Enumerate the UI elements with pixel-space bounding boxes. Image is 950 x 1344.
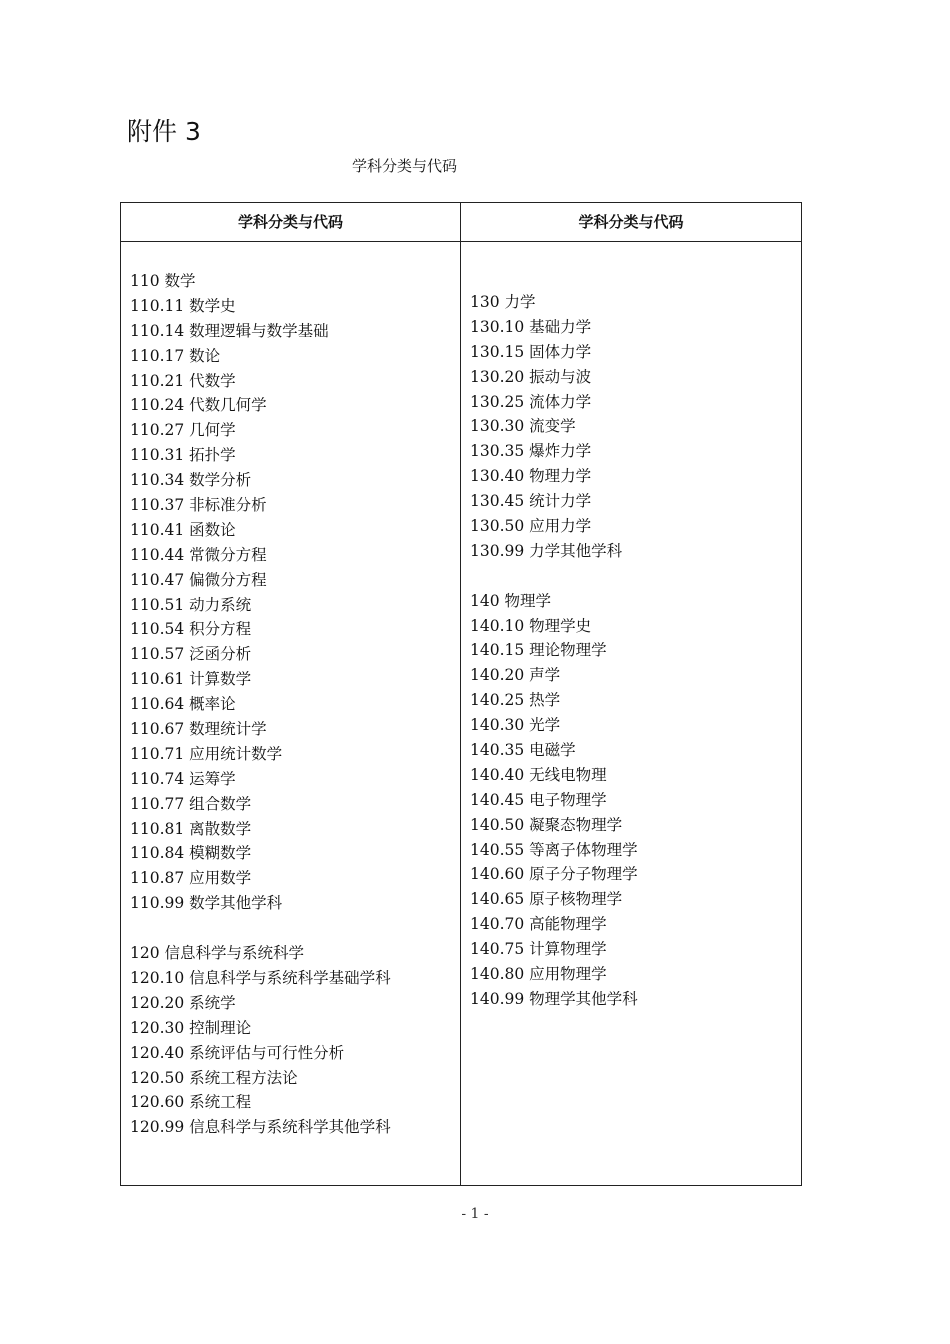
discipline-entry: 110.11 数学史 xyxy=(130,296,236,315)
discipline-entry: 110.24 代数几何学 xyxy=(130,396,267,415)
discipline-entry: 110.77 组合数学 xyxy=(130,794,252,813)
discipline-entry: 110.84 模糊数学 xyxy=(130,844,252,863)
discipline-entry: 140.70 高能物理学 xyxy=(470,915,607,934)
discipline-entry: 120.99 信息科学与系统科学其他学科 xyxy=(130,1118,391,1137)
discipline-entry: 140 物理学 xyxy=(470,591,552,610)
right-column-header: 学科分类与代码 xyxy=(578,213,684,231)
discipline-entry: 120.50 系统工程方法论 xyxy=(130,1068,298,1087)
discipline-entry: 110.67 数理统计学 xyxy=(130,720,267,739)
discipline-entry: 140.75 计算物理学 xyxy=(470,940,607,959)
discipline-entry: 140.35 电磁学 xyxy=(470,741,576,760)
discipline-entry: 140.10 物理学史 xyxy=(470,616,592,635)
discipline-entry: 110.21 代数学 xyxy=(130,371,236,390)
discipline-entry: 130.45 统计力学 xyxy=(470,492,592,511)
discipline-entry: 140.15 理论物理学 xyxy=(470,641,607,660)
discipline-entry: 110.87 应用数学 xyxy=(130,869,252,888)
page-number: - 1 - xyxy=(461,1206,489,1222)
discipline-entry: 110.51 动力系统 xyxy=(130,595,252,614)
discipline-entry: 130.30 流变学 xyxy=(470,417,576,436)
discipline-entry: 120.10 信息科学与系统科学基础学科 xyxy=(130,968,391,987)
discipline-entry: 110.81 离散数学 xyxy=(130,819,252,838)
discipline-entry: 110.31 拓扑学 xyxy=(130,446,236,465)
discipline-entry: 110.27 几何学 xyxy=(130,421,236,440)
discipline-entry: 140.80 应用物理学 xyxy=(470,965,607,984)
discipline-entry: 110.74 运筹学 xyxy=(130,769,236,788)
discipline-entry: 130.10 基础力学 xyxy=(470,317,592,336)
discipline-entry: 110.54 积分方程 xyxy=(130,620,252,639)
discipline-entry: 130.50 应用力学 xyxy=(470,517,592,536)
column-divider xyxy=(460,203,461,1185)
discipline-entry: 130 力学 xyxy=(470,293,536,311)
discipline-entry: 110.71 应用统计数学 xyxy=(130,744,283,763)
discipline-entry: 120.60 系统工程 xyxy=(130,1093,252,1112)
discipline-entry: 140.45 电子物理学 xyxy=(470,790,607,809)
spacer-line xyxy=(130,916,456,941)
discipline-entry: 120 信息科学与系统科学 xyxy=(130,944,305,963)
right-column-list xyxy=(470,290,796,1012)
discipline-entry: 140.25 热学 xyxy=(470,691,561,710)
header-rule xyxy=(121,241,801,242)
document-title: 学科分类与代码 xyxy=(352,157,458,175)
discipline-entry: 110.37 非标准分析 xyxy=(130,496,267,515)
discipline-entry: 120.30 控制理论 xyxy=(130,1018,252,1037)
discipline-entry: 130.15 固体力学 xyxy=(470,342,592,361)
discipline-entry: 110 数学 xyxy=(130,272,196,290)
discipline-entry: 140.55 等离子体物理学 xyxy=(470,840,638,859)
discipline-code-table xyxy=(120,202,802,1186)
discipline-entry: 120.20 系统学 xyxy=(130,993,236,1012)
discipline-entry: 130.25 流体力学 xyxy=(470,392,592,411)
discipline-entry: 140.50 凝聚态物理学 xyxy=(470,815,623,834)
spacer-line xyxy=(470,564,796,589)
discipline-entry: 110.34 数学分析 xyxy=(130,471,252,490)
discipline-entry: 130.35 爆炸力学 xyxy=(470,442,592,461)
discipline-entry: 140.60 原子分子物理学 xyxy=(470,865,638,884)
discipline-entry: 130.40 物理力学 xyxy=(470,467,592,486)
discipline-entry: 140.65 原子核物理学 xyxy=(470,890,623,909)
discipline-entry: 110.64 概率论 xyxy=(130,695,236,714)
discipline-entry: 110.14 数理逻辑与数学基础 xyxy=(130,321,329,340)
left-column-list xyxy=(130,269,456,1140)
discipline-entry: 140.20 声学 xyxy=(470,666,561,685)
discipline-entry: 110.17 数论 xyxy=(130,346,221,365)
discipline-entry: 110.47 偏微分方程 xyxy=(130,570,267,589)
discipline-entry: 140.99 物理学其他学科 xyxy=(470,989,638,1008)
attachment-label: 附件 3 xyxy=(127,117,201,146)
left-column-header: 学科分类与代码 xyxy=(237,213,343,231)
discipline-entry: 110.41 函数论 xyxy=(130,520,236,539)
discipline-entry: 110.57 泛函分析 xyxy=(130,645,252,664)
discipline-entry: 110.99 数学其他学科 xyxy=(130,894,283,913)
discipline-entry: 110.44 常微分方程 xyxy=(130,545,267,564)
discipline-entry: 130.20 振动与波 xyxy=(470,367,592,386)
discipline-entry: 130.99 力学其他学科 xyxy=(470,541,623,560)
discipline-entry: 140.30 光学 xyxy=(470,716,561,735)
discipline-entry: 120.40 系统评估与可行性分析 xyxy=(130,1043,345,1062)
discipline-entry: 140.40 无线电物理 xyxy=(470,765,607,784)
discipline-entry: 110.61 计算数学 xyxy=(130,670,252,689)
